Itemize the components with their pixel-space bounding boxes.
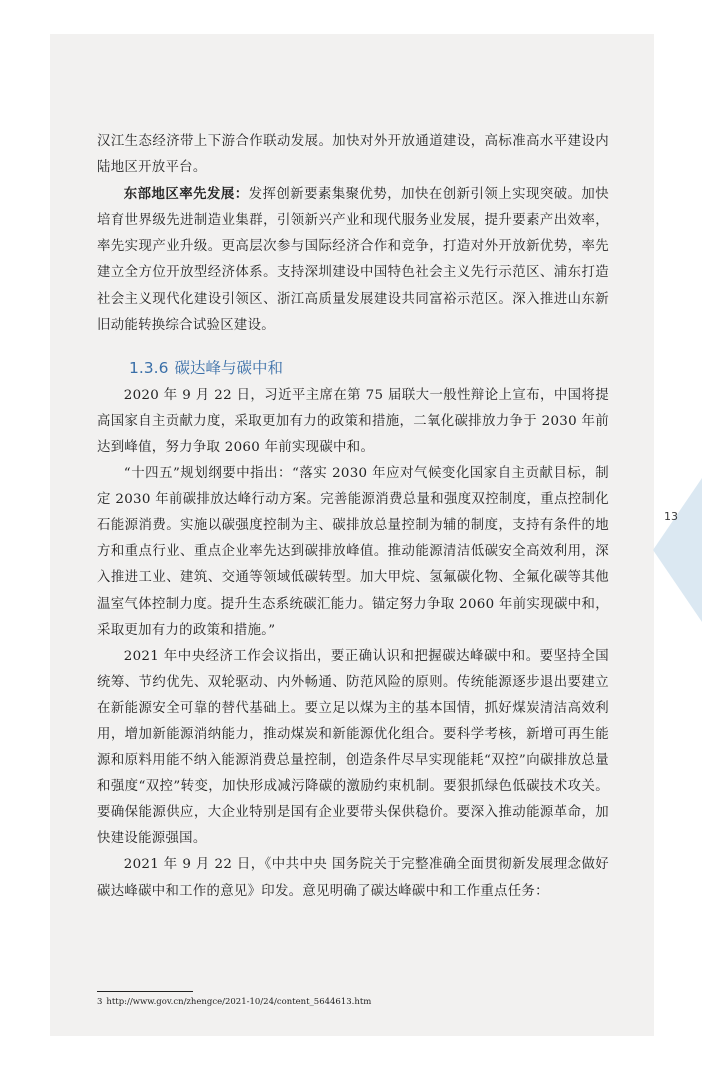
page-number: 13: [664, 510, 678, 523]
paragraph-continuation: 汉江生态经济带上下游合作联动发展。加快对外开放通道建设，高标准高水平建设内陆地区开放平台。: [97, 134, 609, 176]
paragraph-body-text: 发挥创新要素集聚优势，加快在创新引领上实现突破。加快培育世界级先进制造业集群，引领新兴产业和现代服务业发展，提升要素产出效率，率先实现产业升级。更高层次参与国际经济合作和竞争，打造对外开放新优势，率先建立全方位开放型经济体系。支持深圳建设中国特色社会主义先行示范区、浦东打造社会主义现代化建设引领区、浙江高质量发展建设共同富裕示范区。深入推进山东新旧动能转换综合试验区建设。: [97, 187, 609, 333]
footnote-marker: 3: [97, 997, 103, 1007]
page-body: [97, 129, 609, 905]
section-number: 1.3.6: [129, 358, 169, 377]
paragraph-economic-conference: 2021 年中央经济工作会议指出，要正确认识和把握碳达峰碳中和。要坚持全国统筹、节约优先、双轮驱动、内外畅通、防范风险的原则。传统能源逐步退出要建立在新能源安全可靠的替代基础上。要立足以煤为主的基本国情，抓好煤炭清洁高效利用，增加新能源消纳能力，推动煤炭和新能源优化组合。要科学考核，新增可再生能源和原料用能不纳入能源消费总量控制，创造条件尽早实现能耗“双控”向碳排放总量和强度“双控”转变，加快形成减污降碳的激励约束机制。要狠抓绿色低碳技术攻关。要确保能源供应，大企业特别是国有企业要带头保供稳价。要深入推动能源革命，加快建设能源强国。: [97, 648, 609, 847]
footnote-url: http://www.gov.cn/zhengce/2021-10/24/content_5644613.htm: [106, 997, 372, 1007]
paragraph-opinions: 2021 年 9 月 22 日，《中共中央 国务院关于完整准确全面贯彻新发展理念做好碳达峰碳中和工作的意见》印发。意见明确了碳达峰碳中和工作重点任务：: [97, 857, 609, 899]
paragraph-lead-bold: 东部地区率先发展：: [123, 186, 249, 203]
page-number-tab: [653, 478, 702, 622]
paragraph-eastern-region: [97, 181, 609, 339]
paragraph-five-year-plan: “十四五”规划纲要中指出：“落实 2030 年应对气候变化国家自主贡献目标，制定 2030 年前碳排放达峰行动方案。完善能源消费总量和强度双控制度，重点控制化石能源消费。实施以碳强度控制为主、碳排放总量控制为辅的制度，支持有条件的地方和重点行业、重点企业率先达到碳排放峰值。推动能源清洁低碳安全高效利用，深入推进工业、建筑、交通等领域低碳转型。加大甲烷、氢氟碳化物、全氟化碳等其他温室气体控制力度。提升生态系统碳汇能力。锚定努力争取 2060 年前实现碳中和，采取更加有力的政策和措施。”: [97, 466, 609, 638]
document-page: [50, 34, 654, 1036]
section-title: 碳达峰与碳中和: [174, 358, 283, 377]
footnote: [97, 996, 375, 1008]
footnote-divider: [97, 991, 193, 992]
section-heading: [97, 353, 609, 383]
paragraph-announcement: 2020 年 9 月 22 日，习近平主席在第 75 届联大一般性辩论上宣布，中国将提高国家自主贡献力度，采取更加有力的政策和措施，二氧化碳排放力争于 2030 年前达到峰值，努力争取 2060 年前实现碳中和。: [97, 387, 609, 455]
